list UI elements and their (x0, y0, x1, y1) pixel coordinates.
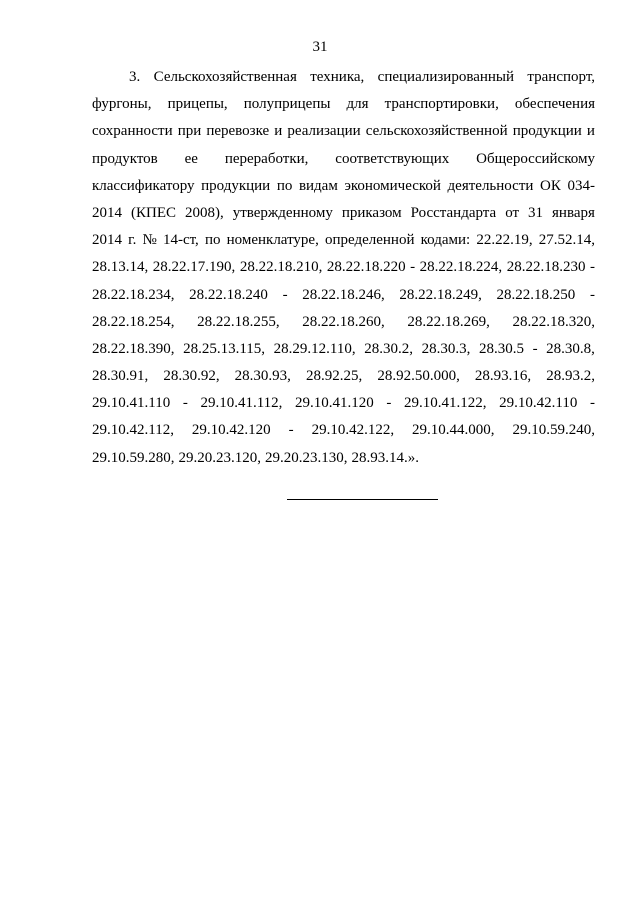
paragraph-line (92, 254, 595, 281)
paragraph-word: 27.52.14, (538, 232, 595, 249)
paragraph-word: 29.10.42.122, (311, 422, 395, 439)
paragraph-word: г. (128, 232, 137, 249)
paragraph-line (92, 118, 595, 145)
paragraph-word: 29.10.41.122, (404, 395, 487, 412)
paragraph-word: - (589, 395, 595, 412)
paragraph-word: 29.10.59.240, (512, 422, 595, 439)
paragraph-word: 2008), (184, 204, 224, 221)
paragraph-word: 28.30.93, (234, 368, 291, 385)
paragraph-word: 28.93.16, (474, 368, 532, 385)
paragraph-word: 29.10.59.280, (92, 449, 175, 466)
paragraph-word: 29.10.42.120 (191, 422, 271, 439)
paragraph-word: специализированный (377, 69, 515, 85)
paragraph-word: продукции (201, 177, 271, 194)
paragraph-word: 28.30.91, (92, 368, 149, 385)
paragraph-word: января (552, 204, 595, 221)
paragraph-word: 28.92.25, (305, 368, 363, 385)
paragraph-word: - (386, 395, 392, 412)
paragraph-line (92, 309, 595, 336)
paragraph-word: - (532, 340, 538, 357)
paragraph-word: 28.93.14.». (351, 449, 419, 466)
paragraph-line (92, 200, 595, 227)
paragraph-word: 28.30.2, (364, 340, 413, 357)
paragraph-word: 29.10.41.120 (295, 395, 374, 412)
paragraph-line (92, 173, 595, 200)
paragraph-word: 28.29.12.110, (273, 340, 356, 357)
paragraph-word: 034- (567, 177, 595, 194)
paragraph-line (92, 363, 595, 390)
paragraph-word: 28.22.18.230 (506, 259, 586, 276)
paragraph-word: для (346, 96, 369, 113)
paragraph-word: кодами: (420, 232, 471, 249)
paragraph-word: 29.20.23.120, (178, 449, 261, 466)
paragraph-word: 28.13.14, (92, 259, 149, 276)
paragraph-line (92, 417, 595, 444)
paragraph-word: полуприцепы (243, 96, 331, 113)
paragraph-word: 14-ст, (162, 232, 199, 249)
paragraph-word: определенной (324, 232, 415, 249)
paragraph-word: перевозке (206, 123, 270, 140)
paragraph-word: Сельскохозяйственная (153, 69, 297, 85)
paragraph-word: ОК (540, 177, 561, 194)
paragraph-word: переработки, (224, 150, 309, 167)
paragraph-word: фургоны, (92, 96, 152, 113)
paragraph-word: 28.22.18.250 (496, 286, 576, 303)
paragraph-word: 28.30.3, (421, 340, 471, 357)
paragraph-word: обеспечения (514, 96, 595, 113)
paragraph-word: Росстандарта (410, 204, 497, 221)
paragraph-word: 28.25.13.115, (183, 340, 266, 357)
paragraph-word: 29.10.41.112, (200, 395, 283, 412)
paragraph-word: 28.93.2, (546, 368, 595, 385)
paragraph-word: 29.10.42.112, (92, 422, 174, 439)
paragraph-word: 31 (528, 204, 544, 221)
paragraph-word: утвержденному (232, 204, 333, 221)
paragraph-word: 3. (129, 69, 141, 85)
paragraph-word: № (142, 232, 157, 249)
separator-line (287, 499, 438, 500)
paragraph-word: - (282, 286, 288, 303)
body-paragraph (92, 64, 595, 472)
paragraph-word: прицепы, (167, 96, 228, 113)
paragraph-word: номенклатуре, (226, 232, 319, 249)
paragraph-word: 28.30.5 (478, 340, 524, 357)
paragraph-word: 22.22.19, (476, 232, 533, 249)
paragraph-word: транспортировки, (384, 96, 499, 113)
paragraph-word: при (177, 123, 202, 140)
paragraph-word: 28.22.18.246, (302, 286, 385, 303)
paragraph-word: 28.22.18.220 (326, 259, 406, 276)
paragraph-line (92, 445, 595, 472)
paragraph-word: - (182, 395, 188, 412)
paragraph-word: 29.10.44.000, (412, 422, 495, 439)
paragraph-word: 2014 (92, 204, 122, 221)
paragraph-word: - (410, 259, 416, 276)
paragraph-word: 28.22.18.390, (92, 340, 175, 357)
paragraph-word: ее (184, 150, 198, 167)
paragraph-line (92, 91, 595, 118)
paragraph-word: Общероссийскому (476, 150, 595, 167)
paragraph-word: 2014 (92, 232, 122, 249)
paragraph-word: (КПЕС (130, 204, 176, 221)
paragraph-word: 28.22.18.249, (399, 286, 482, 303)
paragraph-word: реализации (287, 123, 361, 140)
paragraph-word: продукции (512, 123, 582, 140)
paragraph-word: экономической (344, 177, 441, 194)
paragraph-word: классификатору (92, 177, 195, 194)
paragraph-word: 28.22.18.224, (419, 259, 503, 276)
paragraph-word: 29.20.23.130, (265, 449, 348, 466)
paragraph-word: и (274, 123, 283, 140)
paragraph-line (92, 282, 595, 309)
paragraph-word: соответствующих (335, 150, 450, 167)
paragraph-word: 28.22.18.240 (189, 286, 268, 303)
paragraph-word: 28.22.17.190, (152, 259, 236, 276)
paragraph-word: и (586, 123, 595, 140)
paragraph-word: 28.22.18.320, (512, 313, 595, 330)
paragraph-line (92, 146, 595, 173)
paragraph-line (92, 336, 595, 363)
paragraph-word: приказом (341, 204, 402, 221)
paragraph-word: - (589, 286, 595, 303)
paragraph-line (92, 227, 595, 254)
paragraph-word: 29.10.41.110 (92, 395, 171, 412)
paragraph-word: по (276, 177, 293, 194)
paragraph-line (92, 390, 595, 417)
paragraph-word: 28.30.92, (163, 368, 220, 385)
paragraph-word: - (288, 422, 294, 439)
paragraph-word: по (204, 232, 221, 249)
paragraph-word: 28.22.18.210, (239, 259, 323, 276)
paragraph-word: продуктов (92, 150, 158, 167)
paragraph-word: сельскохозяйственной (365, 123, 508, 140)
paragraph-word: деятельности (447, 177, 534, 194)
paragraph-word: сохранности (92, 123, 173, 140)
paragraph-word: 28.30.8, (546, 340, 595, 357)
paragraph-word: техника, (310, 69, 365, 85)
paragraph-word: 28.22.18.269, (407, 313, 490, 330)
paragraph-line (92, 64, 595, 91)
paragraph-word: - (589, 259, 595, 276)
paragraph-word: 28.92.50.000, (377, 368, 460, 385)
paragraph-word: 29.10.42.110 (499, 395, 578, 412)
paragraph-word: транспорт, (527, 69, 595, 85)
paragraph-word: от (505, 204, 520, 221)
paragraph-word: 28.22.18.260, (302, 313, 385, 330)
paragraph-word: 28.22.18.254, (92, 313, 175, 330)
page-number: 31 (312, 39, 328, 55)
paragraph-word: 28.22.18.234, (92, 286, 175, 303)
paragraph-word: видам (298, 177, 338, 194)
paragraph-word: 28.22.18.255, (197, 313, 280, 330)
